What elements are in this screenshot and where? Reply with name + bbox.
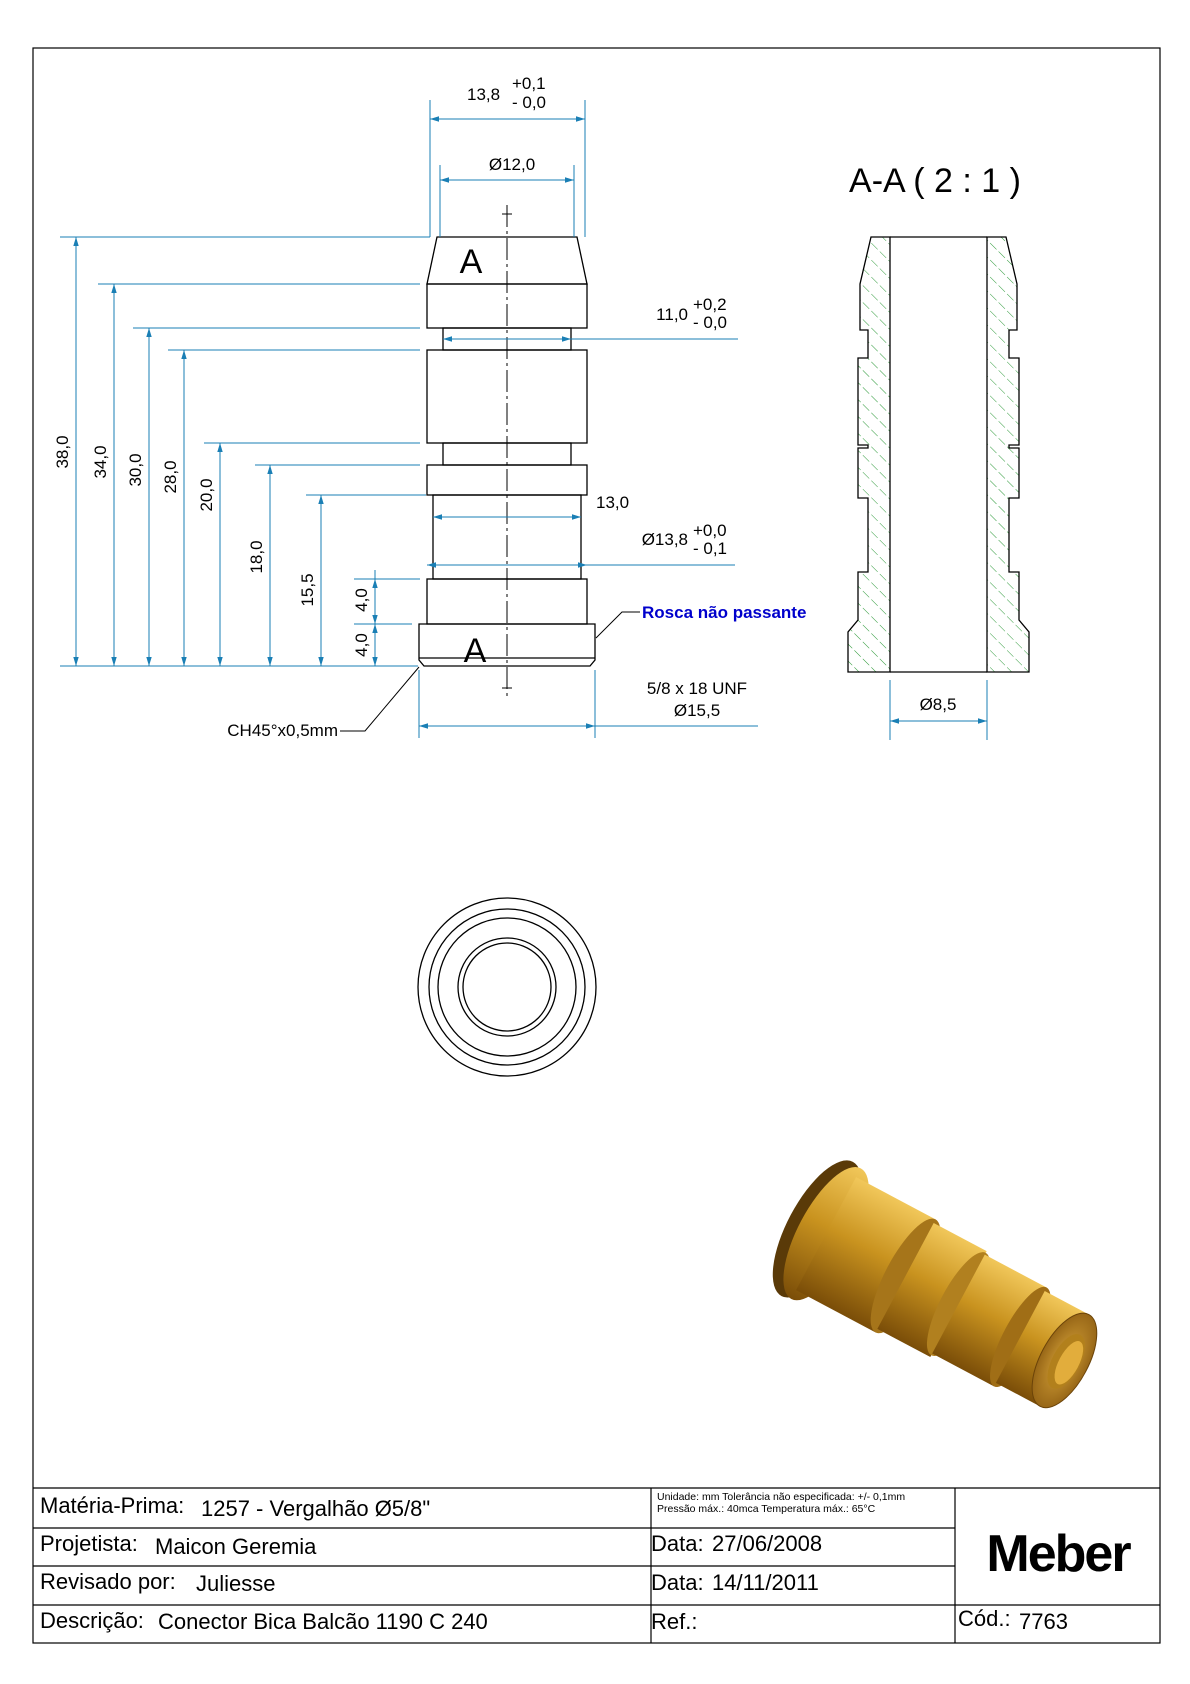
dim-thread-dia: Ø15,5 bbox=[673, 701, 721, 720]
description-label: Descrição: bbox=[40, 1608, 144, 1633]
dim-height-18: 18,0 bbox=[247, 540, 266, 574]
cut-label-bottom: A bbox=[463, 632, 487, 670]
dim-top-width-tol-plus: +0,1 bbox=[512, 74, 546, 93]
date1-value: 27/06/2008 bbox=[712, 1531, 823, 1556]
dim-height-4-upper: 4,0 bbox=[352, 588, 371, 612]
dim-height-4-lower: 4,0 bbox=[352, 633, 371, 657]
dim-height-15-5: 15,5 bbox=[298, 573, 317, 607]
dim-dia-13-8: Ø13,8 bbox=[641, 530, 688, 549]
code-label: Cód.: bbox=[958, 1606, 1011, 1631]
dim-height-30: 30,0 bbox=[126, 453, 145, 487]
dim-width-13: 13,0 bbox=[596, 493, 630, 512]
dim-height-34: 34,0 bbox=[91, 445, 110, 479]
dim-chamfer: CH45°x0,5mm bbox=[227, 721, 338, 740]
company-logo: Meber bbox=[986, 1525, 1130, 1583]
designer-value: Maicon Geremia bbox=[155, 1534, 317, 1559]
dim-height-38: 38,0 bbox=[53, 435, 72, 469]
dim-thread: 5/8 x 18 UNF bbox=[646, 679, 748, 698]
cut-label-top: A bbox=[459, 243, 483, 281]
dim-dia-13-8-tol-plus: +0,0 bbox=[693, 521, 727, 540]
material-value: 1257 - Vergalhão Ø5/8" bbox=[201, 1496, 431, 1521]
dim-bore: Ø8,5 bbox=[919, 695, 957, 714]
ref-label: Ref.: bbox=[651, 1609, 698, 1634]
chamfer-leader bbox=[340, 667, 419, 731]
date1-label: Data: bbox=[651, 1531, 704, 1556]
reviewer-value: Juliesse bbox=[196, 1571, 276, 1596]
dim-dia-13-8-tol-minus: - 0,1 bbox=[693, 539, 728, 558]
section-view bbox=[848, 237, 1029, 672]
units-line-2: Pressão máx.: 40mca Temperatura máx.: 65°C bbox=[657, 1503, 876, 1515]
dim-dia-12: Ø12,0 bbox=[488, 155, 536, 174]
dim-top-width-tol-minus: - 0,0 bbox=[512, 93, 547, 112]
dim-height-28: 28,0 bbox=[161, 460, 180, 494]
brass-connector-render bbox=[755, 1148, 1121, 1439]
code-value: 7763 bbox=[1019, 1609, 1068, 1634]
section-title: A-A ( 2 : 1 ) bbox=[849, 162, 1021, 200]
material-label: Matéria-Prima: bbox=[40, 1493, 185, 1518]
date2-value: 14/11/2011 bbox=[712, 1570, 819, 1595]
dim-groove: 11,0 bbox=[656, 305, 688, 324]
reviewer-label: Revisado por: bbox=[40, 1569, 176, 1594]
dim-groove-tol-minus: - 0,0 bbox=[693, 313, 728, 332]
designer-label: Projetista: bbox=[40, 1531, 138, 1556]
date2-label: Data: bbox=[651, 1570, 704, 1595]
units-line-1: Unidade: mm Tolerância não especificada: +/- 0,1mm bbox=[657, 1491, 906, 1503]
thread-note: Rosca não passante bbox=[642, 603, 807, 622]
end-view bbox=[418, 898, 596, 1076]
description-value: Conector Bica Balcão 1190 C 240 bbox=[158, 1609, 488, 1634]
dim-height-20: 20,0 bbox=[197, 478, 216, 512]
dim-groove-tol-plus: +0,2 bbox=[693, 295, 727, 314]
dim-top-width: 13,8 bbox=[467, 85, 501, 104]
thread-note-leader bbox=[596, 612, 640, 638]
